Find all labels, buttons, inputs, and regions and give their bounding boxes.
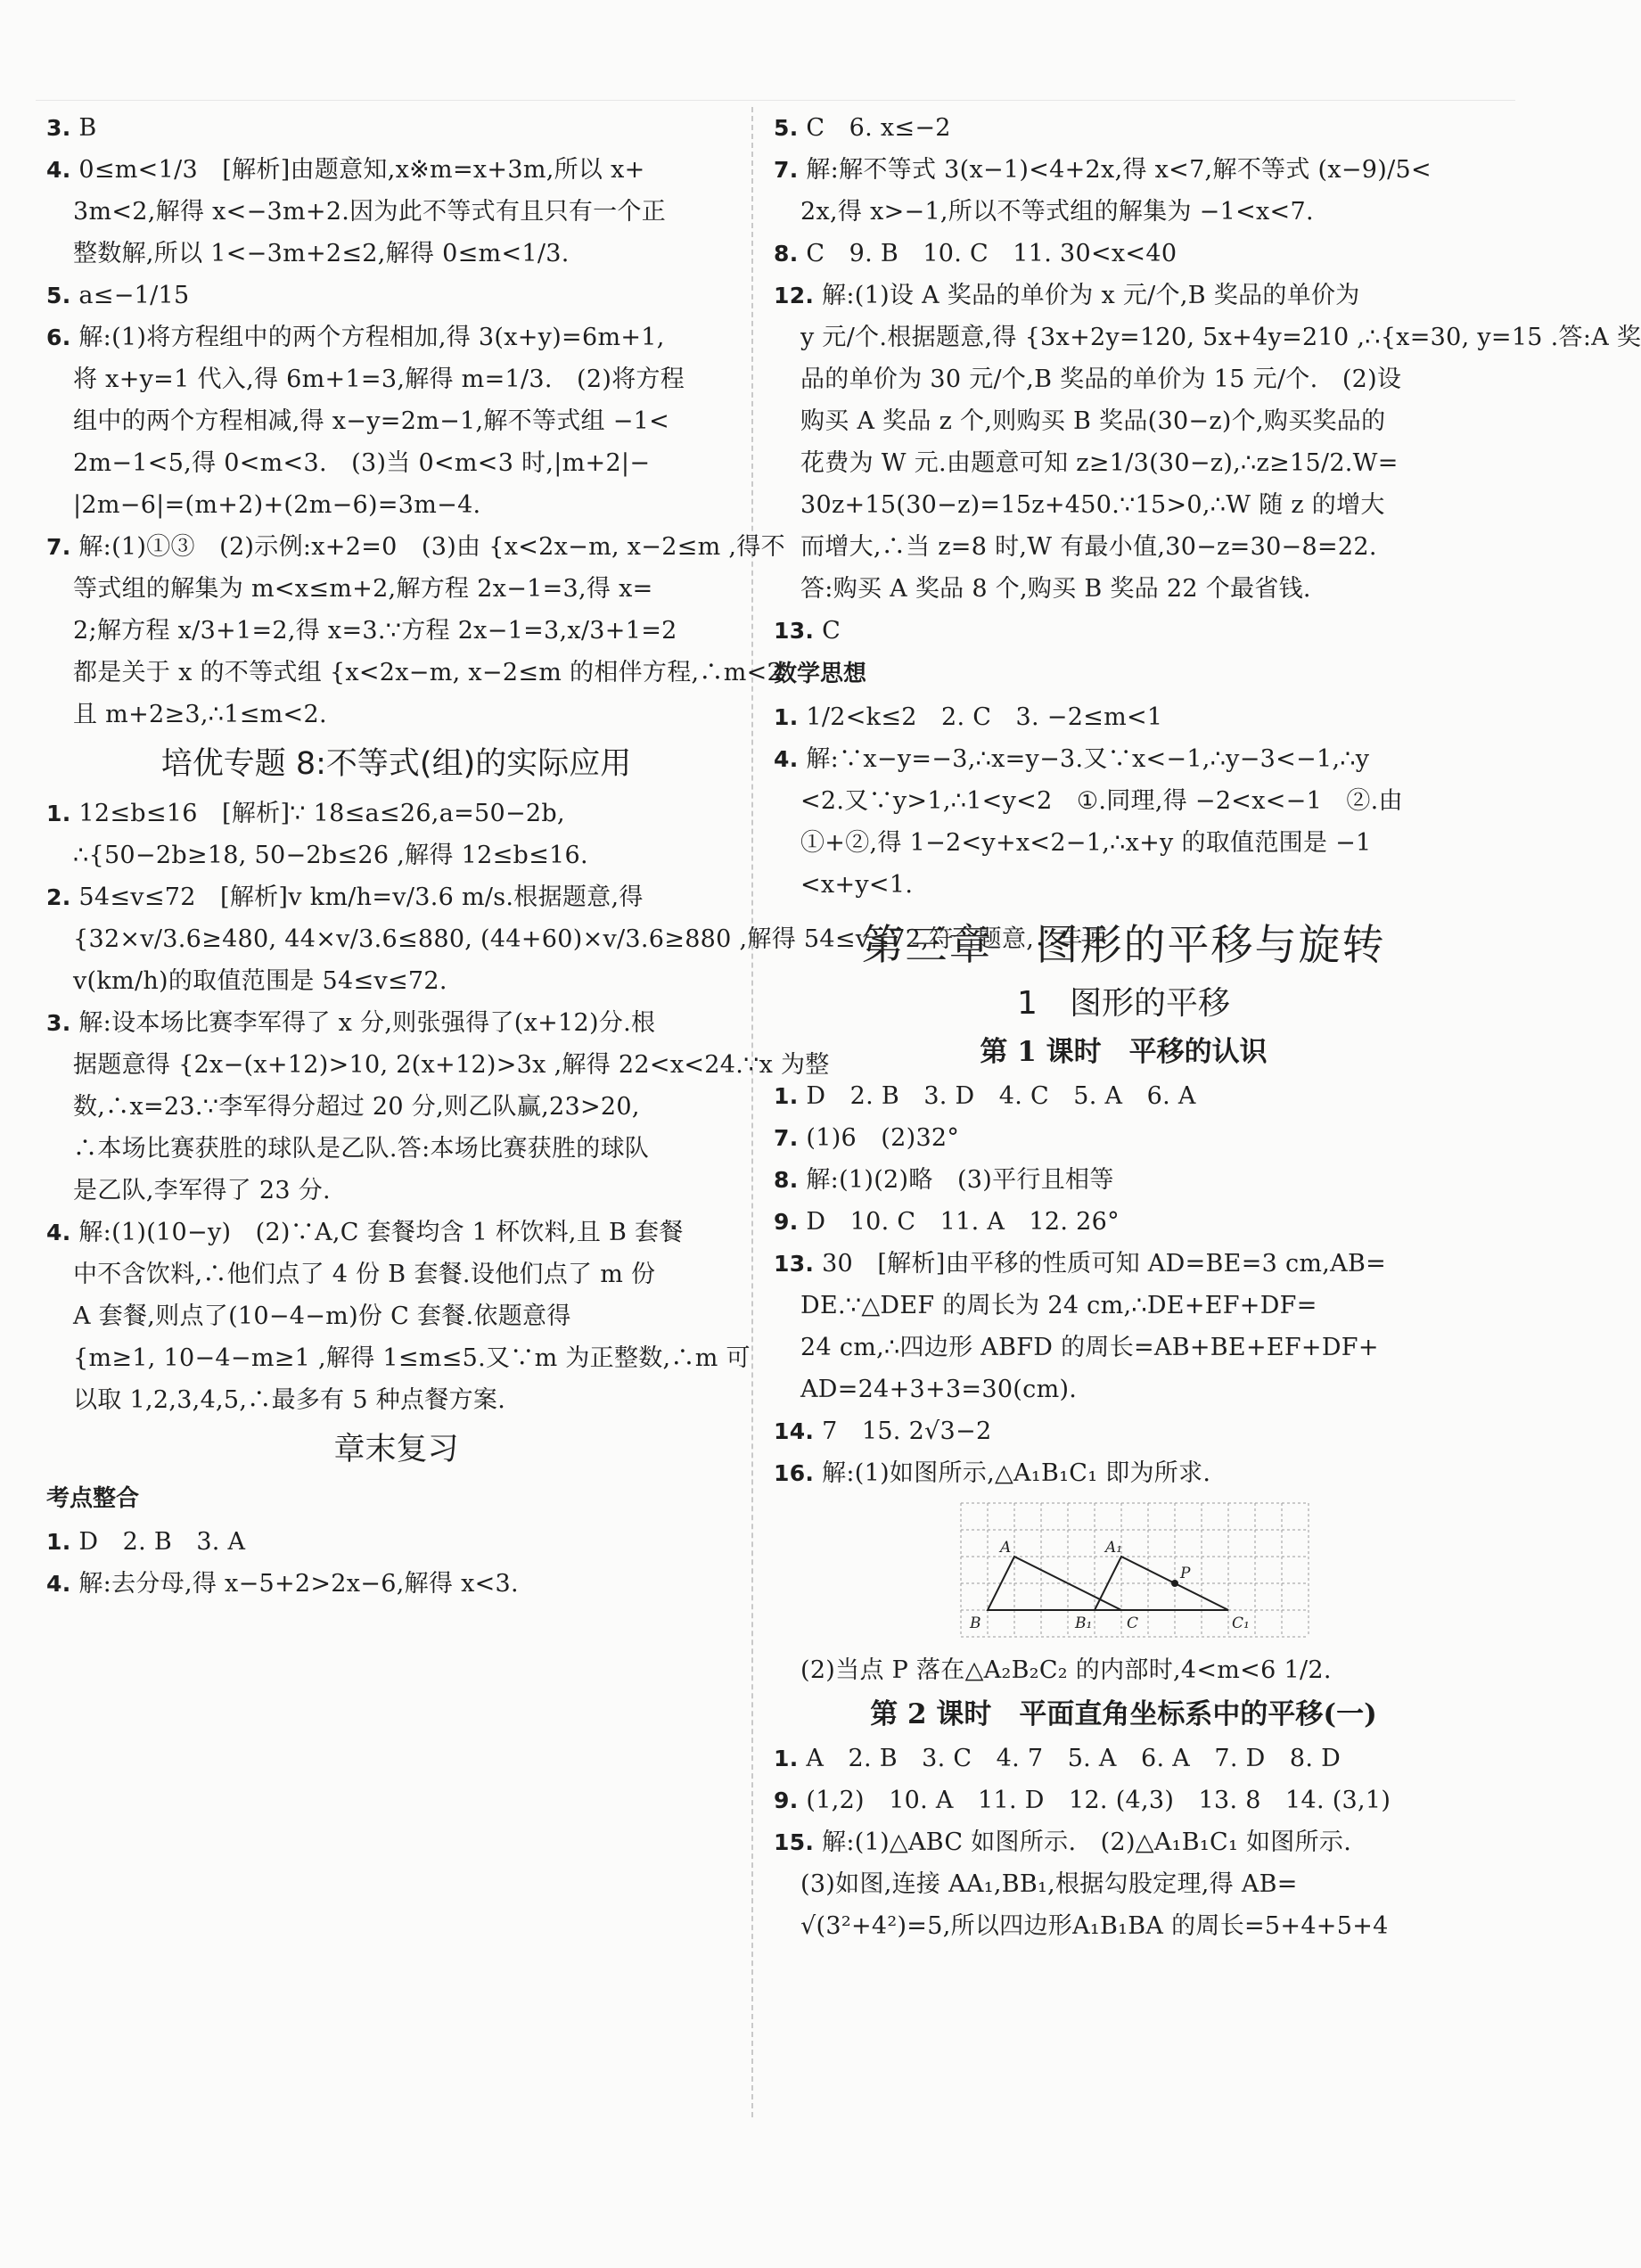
answer-line: [774, 1779, 1473, 1821]
answer-line: [46, 149, 746, 191]
answer-text: ①+②,得 1−2<y+x<2−1,∴x+y 的取值范围是 −1: [800, 829, 1372, 857]
label-b1: B₁: [1075, 1615, 1093, 1632]
answer-text: 解:设本场比赛李军得了 x 分,则张强得了(x+12)分.根: [70, 1009, 656, 1037]
question-number: 5.: [46, 283, 71, 308]
answer-line: [46, 484, 746, 526]
answer-line: [774, 822, 1473, 864]
answer-line: [46, 526, 785, 568]
top-rule: [36, 100, 1515, 101]
question-number: 15.: [774, 1829, 815, 1855]
answer-line: [46, 1295, 746, 1337]
question-number: 1.: [774, 1746, 799, 1771]
answer-line: [46, 400, 746, 442]
answer-text: |2m−6|=(m+2)+(2m−6)=3m−4.: [73, 491, 481, 519]
answer-text: (1)6 (2)32°: [798, 1124, 960, 1152]
answer-line: [774, 1410, 1473, 1452]
answer-line: [774, 1285, 1473, 1327]
answer-line: [774, 1243, 1473, 1285]
question-number: 6.: [46, 325, 71, 350]
question-number: 7.: [46, 534, 71, 560]
answer-text: 0≤m<1/3 [解析]由题意知,x※m=x+3m,所以 x+: [70, 156, 645, 184]
label-b: B: [970, 1615, 981, 1632]
answer-line: [774, 358, 1473, 400]
answer-text: 以取 1,2,3,4,5,∴最多有 5 种点餐方案.: [73, 1386, 506, 1414]
question-number: 7.: [774, 1125, 799, 1151]
answer-line: [46, 107, 746, 149]
answer-line: [774, 1201, 1473, 1243]
question-number: 13.: [774, 618, 815, 644]
question-number: 4.: [46, 157, 71, 183]
answer-text: a≤−1/15: [70, 282, 190, 309]
right-answers-block-2: [774, 696, 1473, 906]
label-c1: C₁: [1232, 1615, 1250, 1632]
answer-line: [46, 1379, 746, 1421]
answer-line: [774, 1905, 1473, 1947]
answer-line: [774, 1821, 1473, 1863]
answer-text: 且 m+2≥3,∴1≤m<2.: [73, 701, 327, 728]
answer-text: √(3²+4²)=5,所以四边形A₁B₁BA 的周长=5+4+5+4: [800, 1912, 1389, 1940]
question-number: 5.: [774, 115, 799, 141]
answer-line: [46, 191, 746, 233]
answer-line: [46, 1521, 746, 1563]
left-answers-block-1: [46, 107, 785, 735]
question-number: 9.: [774, 1787, 799, 1813]
answer-text: 解:(1)将方程组中的两个方程相加,得 3(x+y)=6m+1,: [70, 324, 665, 351]
answer-text: 购买 A 奖品 z 个,则购买 B 奖品(30−z)个,购买奖品的: [800, 407, 1386, 435]
answer-line: [46, 1128, 746, 1170]
column-divider: [751, 107, 753, 2117]
answer-text: 7 15. 2√3−2: [814, 1418, 992, 1445]
answer-text: 解:(1)(2)略 (3)平行且相等: [798, 1166, 1114, 1194]
answer-text: DE.∵△DEF 的周长为 24 cm,∴DE+EF+DF=: [800, 1292, 1317, 1319]
left-answers-block-3: [46, 1521, 746, 1605]
answer-line: [774, 149, 1473, 191]
answer-text: 解:(1)设 A 奖品的单价为 x 元/个,B 奖品的单价为: [814, 282, 1360, 309]
answer-line: [46, 960, 746, 1002]
answer-text: C: [814, 617, 841, 645]
section-title-translation: 1 图形的平移: [1017, 985, 1230, 1022]
answer-text: D 2. B 3. A: [70, 1528, 246, 1556]
question-number: 8.: [774, 1167, 799, 1193]
answer-text: 1/2<k≤2 2. C 3. −2≤m<1: [798, 703, 1163, 731]
answer-line: [46, 652, 784, 694]
answer-line: [46, 275, 746, 316]
answer-text: <2.又∵y>1,∴1<y<2 ①.同理,得 −2<x<−1 ②.由: [800, 787, 1403, 815]
subhead-math-thinking: 数学思想: [774, 661, 867, 687]
answer-line: [46, 1002, 746, 1044]
question-number: 8.: [774, 241, 799, 267]
question-number: 3.: [46, 115, 71, 141]
answer-text: C 9. B 10. C 11. 30<x<40: [798, 240, 1177, 267]
answer-line: [774, 442, 1473, 484]
answer-line: [46, 358, 746, 400]
answer-text: 解:∵x−y=−3,∴x=y−3.又∵x<−1,∴y−3<−1,∴y: [798, 745, 1370, 773]
answer-line: [774, 610, 1473, 652]
answer-text: 等式组的解集为 m<x≤m+2,解方程 2x−1=3,得 x=: [73, 575, 653, 603]
answer-text: D 2. B 3. D 4. C 5. A 6. A: [798, 1082, 1196, 1110]
answer-line: [46, 793, 746, 834]
answer-line: [774, 1452, 1473, 1494]
lesson-2-title: 第 2 课时 平面直角坐标系中的平移(一): [870, 1698, 1377, 1730]
answer-text: ∴{50−2b≥18, 50−2b≤26 ,解得 12≤b≤16.: [73, 842, 588, 869]
grid-figure-svg: [961, 1503, 1309, 1637]
right-column: [774, 107, 1641, 1947]
answer-text: (1,2) 10. A 11. D 12. (4,3) 13. 8 14. (3,1): [798, 1787, 1391, 1814]
question-number: 1.: [46, 1529, 71, 1555]
question-number: 16.: [774, 1460, 815, 1486]
answer-line: [774, 738, 1473, 780]
answer-text: 30 [解析]由平移的性质可知 AD=BE=3 cm,AB=: [814, 1250, 1387, 1278]
answer-text: 12≤b≤16 [解析]∵ 18≤a≤26,a=50−2b,: [70, 800, 565, 827]
answer-line: [774, 107, 1473, 149]
answer-line: [46, 834, 746, 876]
answer-line: [46, 1044, 830, 1086]
answer-text: 答:购买 A 奖品 8 个,购买 B 奖品 22 个最省钱.: [800, 575, 1311, 603]
answer-text: 都是关于 x 的不等式组 {x<2x−m, x−2≤m 的相伴方程,∴m<2: [73, 659, 784, 686]
answer-line: [774, 568, 1473, 610]
answer-text: 3m<2,解得 x<−3m+2.因为此不等式有且只有一个正: [73, 198, 667, 226]
answer-text: 而增大,∴当 z=8 时,W 有最小值,30−z=30−8=22.: [800, 533, 1377, 561]
answer-line: [46, 694, 746, 735]
answer-text: 据题意得 {2x−(x+12)>10, 2(x+12)>3x ,解得 22<x<24.∵x 为整: [73, 1051, 830, 1079]
answer-line: [46, 1563, 746, 1605]
answer-text: 解:去分母,得 x−5+2>2x−6,解得 x<3.: [70, 1570, 519, 1598]
question-number: 4.: [774, 746, 799, 772]
label-a1: A₁: [1105, 1539, 1123, 1557]
question-number: 7.: [774, 157, 799, 183]
answer-line: [774, 1368, 1473, 1410]
answer-line: [774, 1649, 1473, 1691]
answer-text: A 套餐,则点了(10−4−m)份 C 套餐.依题意得: [73, 1302, 571, 1330]
answer-line: [774, 233, 1473, 275]
question-number: 13.: [774, 1251, 815, 1277]
answer-line: [774, 1738, 1473, 1779]
answer-text: v(km/h)的取值范围是 54≤v≤72.: [73, 967, 447, 995]
answer-line: [774, 1159, 1473, 1201]
answer-line: [774, 1327, 1473, 1368]
answer-line: [774, 400, 1473, 442]
answer-text: 中不含饮料,∴他们点了 4 份 B 套餐.设他们点了 m 份: [73, 1261, 656, 1288]
answer-text: A 2. B 3. C 4. 7 5. A 6. A 7. D 8. D: [798, 1745, 1342, 1772]
answer-text: C 6. x≤−2: [798, 114, 951, 142]
answer-line: [774, 1117, 1473, 1159]
answer-text: 54≤v≤72 [解析]v km/h=v/3.6 m/s.根据题意,得: [70, 883, 644, 911]
answer-text: 解:(1)如图所示,△A₁B₁C₁ 即为所求.: [814, 1459, 1211, 1487]
right-answers-block-3: [774, 1075, 1473, 1494]
answer-line: [46, 876, 746, 918]
answer-text: {32×v/3.6≥480, 44×v/3.6≤880, (44+60)×v/3.6≥880 ,解得 54≤v≤72,符合题意,∴车速: [73, 925, 1108, 953]
label-c: C: [1127, 1615, 1139, 1632]
point-p: [1171, 1580, 1178, 1587]
question-number: 1.: [774, 1083, 799, 1109]
question-number: 12.: [774, 283, 815, 308]
translation-figure: [961, 1503, 1473, 1640]
answer-line: [774, 696, 1473, 738]
answer-line: [774, 1075, 1473, 1117]
answer-text: {m≥1, 10−4−m≥1 ,解得 1≤m≤5.又∵m 为正整数,∴m 可: [73, 1344, 751, 1372]
answer-line: [46, 1086, 746, 1128]
answer-line: [774, 316, 1641, 358]
answer-text: 花费为 W 元.由题意可知 z≥1/3(30−z),∴z≥15/2.W=: [800, 449, 1399, 477]
answer-text: 2;解方程 x/3+1=2,得 x=3.∵方程 2x−1=3,x/3+1=2: [73, 617, 677, 645]
right-answers-block-5: [774, 1738, 1473, 1947]
answer-line: [774, 1863, 1473, 1905]
answer-text: 数,∴x=23.∵李军得分超过 20 分,则乙队赢,23>20,: [73, 1093, 640, 1121]
answer-text: 组中的两个方程相减,得 x−y=2m−1,解不等式组 −1<: [73, 407, 670, 435]
subhead-key-points: 考点整合: [46, 1485, 140, 1512]
answer-text: AD=24+3+3=30(cm).: [800, 1376, 1078, 1403]
right-answers-block-4: [774, 1649, 1473, 1691]
question-number: 1.: [774, 704, 799, 730]
answer-line: [46, 1337, 751, 1379]
answer-text: 24 cm,∴四边形 ABFD 的周长=AB+BE+EF+DF+: [800, 1334, 1379, 1361]
answer-text: 解:(1)(10−y) (2)∵A,C 套餐均含 1 杯饮料,且 B 套餐: [70, 1219, 684, 1246]
answer-line: [46, 568, 746, 610]
section-title-chapter-review: 章末复习: [333, 1432, 459, 1467]
answer-line: [46, 918, 1108, 960]
answer-line: [774, 191, 1473, 233]
question-number: 4.: [46, 1220, 71, 1245]
answer-text: (3)如图,连接 AA₁,BB₁,根据勾股定理,得 AB=: [800, 1870, 1298, 1898]
answer-text: <x+y<1.: [800, 871, 914, 899]
answer-line: [774, 484, 1473, 526]
answer-line: [46, 610, 746, 652]
answer-text: 解:(1)①③ (2)示例:x+2=0 (3)由 {x<2x−m, x−2≤m ,得不: [70, 533, 785, 561]
label-p: P: [1180, 1565, 1191, 1582]
answer-text: 2m−1<5,得 0<m<3. (3)当 0<m<3 时,|m+2|−: [73, 449, 651, 477]
answer-text: 整数解,所以 1<−3m+2≤2,解得 0≤m<1/3.: [73, 240, 570, 267]
answer-text: 解:解不等式 3(x−1)<4+2x,得 x<7,解不等式 (x−9)/5<: [798, 156, 1432, 184]
answer-text: ∴本场比赛获胜的球队是乙队.答:本场比赛获胜的球队: [73, 1135, 650, 1163]
answer-line: [46, 442, 746, 484]
answer-line: [774, 864, 1473, 906]
answer-text: 2x,得 x>−1,所以不等式组的解集为 −1<x<7.: [800, 198, 1314, 226]
lesson-1-title: 第 1 课时 平移的认识: [980, 1036, 1268, 1068]
answer-text: 将 x+y=1 代入,得 6m+1=3,解得 m=1/3. (2)将方程: [73, 366, 685, 393]
answer-text: y 元/个.根据题意,得 {3x+2y=120, 5x+4y=210 ,∴{x=30, y=15 .答:A 奖: [800, 324, 1641, 351]
answer-line: [46, 1253, 746, 1295]
right-answers-block-1: [774, 107, 1641, 652]
question-number: 2.: [46, 884, 71, 910]
chapter-title: 第三章 图形的平移与旋转: [861, 921, 1386, 970]
answer-line: [46, 1170, 746, 1212]
answer-text: B: [70, 114, 97, 142]
answer-text: (2)当点 P 落在△A₂B₂C₂ 的内部时,4<m<6 1/2.: [800, 1656, 1332, 1684]
answer-line: [774, 275, 1473, 316]
question-number: 3.: [46, 1010, 71, 1036]
answer-text: 解:(1)△ABC 如图所示. (2)△A₁B₁C₁ 如图所示.: [814, 1828, 1352, 1856]
answer-line: [46, 1212, 746, 1253]
question-number: 14.: [774, 1418, 815, 1444]
answer-line: [774, 780, 1473, 822]
answer-line: [774, 526, 1473, 568]
question-number: 1.: [46, 801, 71, 826]
question-number: 4.: [46, 1571, 71, 1597]
answer-line: [46, 233, 746, 275]
answer-text: D 10. C 11. A 12. 26°: [798, 1208, 1120, 1236]
answer-text: 是乙队,李军得了 23 分.: [73, 1177, 331, 1204]
section-title-special-topic-8: 培优专题 8:不等式(组)的实际应用: [160, 746, 632, 782]
answer-text: 品的单价为 30 元/个,B 奖品的单价为 15 元/个. (2)设: [800, 366, 1402, 393]
question-number: 9.: [774, 1209, 799, 1235]
answer-line: [46, 316, 746, 358]
label-a: A: [1000, 1539, 1012, 1557]
answer-text: 30z+15(30−z)=15z+450.∵15>0,∴W 随 z 的增大: [800, 491, 1385, 519]
